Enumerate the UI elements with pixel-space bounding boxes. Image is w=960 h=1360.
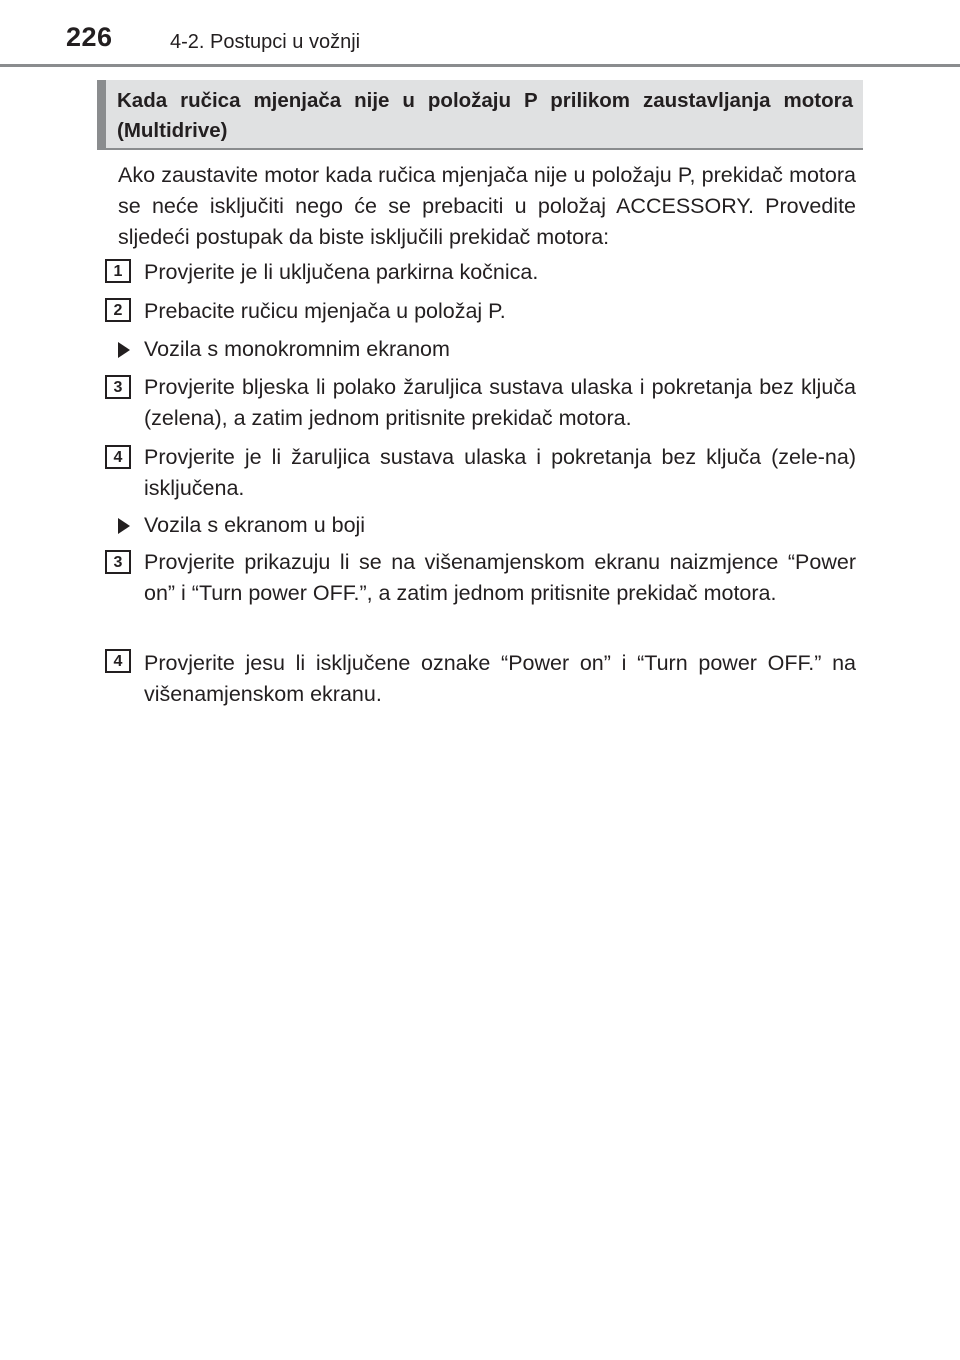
triangle-arrow-icon <box>118 518 130 534</box>
step-number-box-icon: 2 <box>105 298 131 322</box>
step-number-box-icon: 3 <box>105 375 131 399</box>
subsection-title: Vozila s ekranom u boji <box>144 513 366 537</box>
step-text: Provjerite je li žaruljica sustava ulaska i pokretanja bez ključa (zele-na) isključena. <box>144 445 856 500</box>
heading-accent-bar <box>97 80 106 148</box>
step-text: Prebacite ručicu mjenjača u položaj P. <box>144 299 506 323</box>
header-divider <box>0 64 960 67</box>
step-text: Provjerite jesu li isključene oznake “Power on” i “Turn power OFF.” na višenamjenskom ekranu. <box>144 651 856 706</box>
page-number: 226 <box>66 22 113 52</box>
triangle-arrow-icon <box>118 342 130 358</box>
step-number-box-icon: 4 <box>105 445 131 469</box>
step-number-box-icon: 3 <box>105 550 131 574</box>
page-header <box>0 0 960 70</box>
section-title: 4-2. Postupci u vožnji <box>170 31 361 53</box>
step-text: Provjerite prikazuju li se na višenamjenskom ekranu naizmjence “Power on” i “Turn power OFF.”, a zatim jednom pritisnite prekidač motora. <box>144 550 856 605</box>
topic-heading-box <box>97 80 863 150</box>
intro-paragraph: Ako zaustavite motor kada ručica mjenjača nije u položaju P, prekidač motora se neće isključiti nego će se prebaciti u položaj ACCESSORY. Provedite sljedeći postupak da biste isključili prekidač motora: <box>118 163 856 249</box>
step-number-box-icon: 4 <box>105 649 131 673</box>
step-text: Provjerite bljeska li polako žaruljica sustava ulaska i pokretanja bez ključa (zelena), a zatim jednom pritisnite prekidač motora. <box>144 375 856 430</box>
step-text: Provjerite je li uključena parkirna kočnica. <box>144 260 539 284</box>
topic-heading: Kada ručica mjenjača nije u položaju P prilikom zaustavljanja motora (Multidrive) <box>117 89 853 142</box>
step-number-box-icon: 1 <box>105 259 131 283</box>
subsection-title: Vozila s monokromnim ekranom <box>144 337 450 361</box>
